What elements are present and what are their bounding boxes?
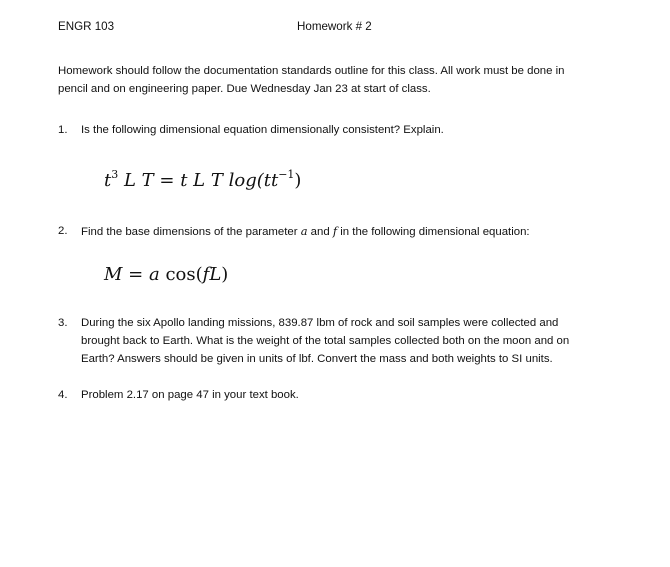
eq1-log: log(tt <box>228 170 279 191</box>
eq2-fl: fL <box>202 264 222 285</box>
question-3 <box>58 314 618 368</box>
eq1-exponent-3: 3 <box>111 168 119 181</box>
question-number: 2. <box>58 225 68 237</box>
question-number: 4. <box>58 389 68 401</box>
question-line-1: During the six Apollo landing missions, 839.87 lbm of rock and soil samples were collected and <box>81 317 559 329</box>
eq1-lhs-lt: L T <box>123 170 154 191</box>
question-text-part: in the following dimensional equation: <box>337 226 530 238</box>
equation-1 <box>104 170 301 191</box>
question-text-part: and <box>307 226 333 238</box>
course-code: ENGR 103 <box>58 20 115 33</box>
eq1-exponent-neg1: −1 <box>278 168 295 181</box>
question-text: Is the following dimensional equation dimensionally consistent? Explain. <box>81 124 444 136</box>
question-text <box>81 222 618 241</box>
assignment-title: Homework # 2 <box>297 20 372 33</box>
eq1-close-paren: ) <box>294 170 302 191</box>
eq2-equals: = <box>128 264 144 285</box>
var-a: a <box>300 224 308 238</box>
question-1 <box>58 121 618 139</box>
intro-line-1: Homework should follow the documentation standards outline for this class. All work must be done in <box>58 65 565 77</box>
var-f: f <box>332 224 338 238</box>
question-text: Problem 2.17 on page 47 in your text book. <box>81 389 299 401</box>
eq1-equals: = <box>159 170 175 191</box>
intro-line-2: pencil and on engineering paper. Due Wednesday Jan 23 at start of class. <box>58 83 431 95</box>
question-4 <box>58 386 618 404</box>
equation-2 <box>104 264 228 285</box>
eq2-m: M <box>104 264 123 285</box>
eq1-t: t <box>104 170 112 191</box>
question-number: 1. <box>58 124 68 136</box>
eq2-cos: cos( <box>165 264 203 285</box>
eq1-rhs-tlt: t L T <box>180 170 223 191</box>
question-text-part: Find the base dimensions of the parameter <box>81 226 301 238</box>
question-2 <box>58 222 618 241</box>
question-text <box>81 314 618 368</box>
intro-paragraph <box>58 62 618 98</box>
question-line-2: brought back to Earth. What is the weight of the total samples collected both on the moon and on <box>81 335 570 347</box>
question-line-3: Earth? Answers should be given in units of lbf. Convert the mass and both weights to SI units. <box>81 353 553 365</box>
question-number: 3. <box>58 317 68 329</box>
eq2-close-paren: ) <box>221 264 229 285</box>
eq2-a: a <box>149 264 160 285</box>
